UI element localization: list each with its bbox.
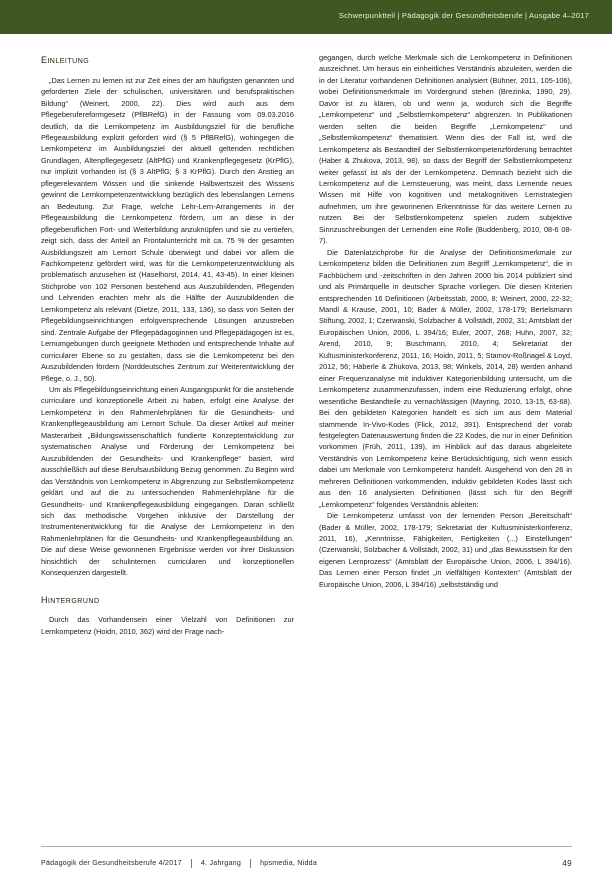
- footer-citation: [41, 859, 317, 868]
- footer-separator: [191, 859, 192, 868]
- section-heading-initial: e: [41, 51, 48, 66]
- footer-volume: 4. Jahrgang: [200, 859, 242, 867]
- section-heading-einleitung: [41, 52, 294, 67]
- spacer: [41, 579, 294, 592]
- footer-journal-title: Pädagogik der Gesundheitsberufe 4/2017: [41, 859, 182, 867]
- footer-separator: [250, 859, 251, 868]
- left-column: [41, 52, 294, 802]
- page-number: 49: [562, 858, 572, 868]
- footer-divider: [41, 846, 572, 847]
- section-heading-initial: h: [41, 590, 48, 606]
- page-header-band: [0, 0, 612, 34]
- right-column: [319, 52, 572, 802]
- paragraph: Die Lernkompetenz umfasst von der lernenden Person „Bereitschaft“ (Bader & Müller, 2002, 178-179; Sekretariat der Kultusministerkonferenz, 2011, 16), „Kenntnisse, Fähigkeiten, Fertigkeiten (...) Einstellungen“ (Czerwanski, Solzbacher & Vollstädt, 2002, 31) und „das Bewusstsein für den eigenen Lernprozess“ (Amtsblatt der Europäische Union, 2006, L 394/16). Das Lernen einer Person findet „in vielfältigen Kontexten“ (Amtsblatt der Europäische Union, 2006, L 394/16) „selbstständig und: [319, 511, 572, 589]
- section-heading-rest: intergrund: [47, 594, 100, 606]
- footer-publisher: hpsmedia, Nidda: [260, 859, 318, 867]
- page-footer: [41, 855, 572, 871]
- page-body: [0, 34, 612, 868]
- running-header-title: Schwerpunktteil | Pädagogik der Gesundheitsberufe | Ausgabe 4–2017: [338, 11, 589, 20]
- section-heading-rest: inleitung: [47, 55, 90, 66]
- paragraph: gegangen, durch welche Merkmale sich die Lernkompetenz in Definitionen auszeichnet. Um heraus ein einheitliches Verständnis abzuleiten, werden die in der Literatur vorhandenen Definitionen analysiert (Bühner, 2011, 105-106), wobei Definitionsmerkmale im Vordergrund stehen (Brezinka, 1990, 29). Davor ist zu klären, ob und wenn ja, wodurch sich die Begriffe „Lernkompetenz“ und „Selbstlernkompetenz“ abgrenzen. In Publikationen werden selten die beiden Begriffe „Lernkompetenz“ und „Selbstlernkompetenz“ thematisiert. Wenn dies der Fall ist, wird die Lernkompetenz als Bestandteil der Selbstlernkompetenzförderung betrachtet (Haber & Zhukova, 2013, 98), so dass der Begriff der Selbstlernkompetenz weiter gefasst ist als der der Lernkompetenz. Demnach bezieht sich die Lernkompetenz auf die Lernsteuerung, was meint, dass Lernende neues Wissen mit Hilfe von kognitiven und metakognitiven Lernstrategien aufnehmen, um ihre gewonnenen Erkenntnisse für das weitere Lernen zu nutzen. Bei der Selbstlernkompetenz spielen zudem subjektive Sinnzuschreibungen der Lernenden eine Rolle (Buddenberg, 2010, 08-6 08-7).: [319, 53, 572, 246]
- two-column-layout: [41, 52, 572, 802]
- paragraph: „Das Lernen zu lernen ist zur Zeit eines der am häufigsten genannten und geforderten Ziele der schulischen, universitären und berufspraktischen Bildung“ (Weinert, 2000, 22). Dies wird auch aus dem Pflegeberufereformgesetz (PflBRefG) in der Fassung vom 09.03.2016 deutlich, da die Lernkompetenz im Ausbildungsziel für die berufliche Pflegeausbildung explizit gefordert wird (§ 5 PflBRefG), wohingegen die Lernkompetenz im Ausbildungsziel der aktuell geltenden rechtlichen Grundlagen, Altenpflegegesetz (AltPflG) und Krankenpflegegesetz (KrPflG), nur implizit vorhanden ist (§ 3 AltPflG; § 3 KrPflG). Durch den Anstieg an pflegerelevantem Wissen und die sinkende Halbwertszeit des Wissens gewinnt die Lernkompetenzentwicklung bezüglich des lebenslangen Lernens an Bedeutung. Zur Frage, welche Lehr-Lern-Arrangements in der Pflegeausbildung die Lernkompetenz fördern, um an diese in der pflegeberuflichen Fort- und Weiterbildung anzuknüpfen und sie zu vertiefen, zeigt sich, dass der Anteil an Frontalunterricht mit ca. 75 % der gesamten Ausbildungszeit am Lernort Schule überwiegt und dabei vor allem die Fachkompetenz gefördert wird, was für die Lernkompetenzentwicklung als problematisch anzusehen ist (Haselhorst, 2014, 41, 43-45). In einer kleinen Stichprobe von 102 Personen bestehend aus Auszubildenden, Pflegenden und Lehrenden erachten mehr als die Hälfte der Auszubildenden die Lernkompetenz als relevant (Dietze, 2011, 133, 136), so dass von Seiten der Pflegebildungseinrichtungen erfolgversprechende Lösungen anzustreben sind. Zentrale Aufgabe der Pflegepädagoginnen und Pflegepädagogen ist es, Lernumgebungen durch geeignete Methoden und entsprechende Inhalte auf curricularer Ebene so zu gestalten, dass sie die Lernkompetenz bei den Auszubildenden fördern (Norddeutsches Zentrum zur Weiterentwicklung der Pflege, o. J., 50).: [41, 75, 294, 383]
- paragraph: Um als Pflegebildungseinrichtung einen Ausgangspunkt für die anstehende curriculare und konzeptionelle Arbeit zu haben, erfolgt eine Analyse der Lernkompetenz in den Rahmenlehrplänen für die Gesundheits- und Krankenpflegeausbildung am Lernort Schule. Da dieser Artikel auf meiner Masterarbeit „Bildungswissenschaftlich fundierte Konzeptentwicklung zur systematischen Analyse und Förderung der Lernkompetenz bei Auszubildenden der Gesundheits- und Krankenpflege“ basiert, wird ausschließlich auf diese Berufsausbildung Bezug genommen. Zu Beginn wird das Verständnis von Lernkompetenz in Abgrenzung zur Selbstlernkompetenz geklärt und auf die zu untersuchenden Rahmenlehrpläne für die Gesundheits- und Krankenpflegeausbildung eingegangen. Daran schließt sich das methodische Vorgehen inklusive der Darstellung der Instrumentenentwicklung für die Analyse der Lernkompetenz in den Rahmenlehrplänen für die Gesundheits- und Krankenpflegeausbildung an. Die auf diese Weise gewonnenen Ergebnisse werden vor ihrer Diskussion hinsichtlich der schulinternen curricularen und konzeptionellen Konsequenzen dargestellt.: [41, 384, 294, 578]
- section-heading-hintergrund: [41, 592, 294, 607]
- paragraph: Die Datenlatzichprobe für die Analyse der Definitionsmerkmale zur Lernkompetenz bilden die Definitionen zum Begriff „Lernkompetenz“, die in Fachbüchern und -zeitschriften in den Jahren 2000 bis 2014 publiziert sind und als Primärquelle in deutscher Sprache vorliegen. Die diesen Kriterien entsprechenden 16 Definitionen (Arbeitsstab, 2000, 8; Weinert, 2000, 22-32; Mandl & Krause, 2001, 10; Bader & Müller, 2002, 178-179; Bertelsmann Stiftung, 2002, 1; Czerwanski, Solzbacher & Vollstädt, 2002, 31; Amtsblatt der Europäischen Union, 2006, L 394/16; Euler, 2007, 268; Huhn, 2007, 32; Arend, 2010, 9; Buschmann, 2010, 4; Sekretariat der Kultusministerkonferenz, 2011, 16; Hoidn, 2011, 5; Stamov-Roßnagel & Loyd, 2012, 56; Häberle & Zhukova, 2013, 98; Winkels, 2014, 28) werden anhand einer Frequenzanalyse mit induktiver Kategorienbildung untersucht, um die Lernkompetenz zusammenzufassen, indem eine Reduzierung erfolgt, ohne wesentliche Bestandteile zu vernachlässigen (Mayring, 2010, 13-15, 63-68). Bei den gebildeten Kategorien handelt es sich um aus dem Material stammende In-Vivo-Kodes (Flick, 2012, 391). Entsprechend der vorab festgelegten Datenauswertung finden die 22 Kodes, die nur in einer Definition vorkommen (Früh, 2011, 139), im Hinblick auf das daraus abgeleitete Verständnis von Lernkompetenz keine Berücksichtigung, sich wenn essich dabei um Merkmale von Lernkompetenz handelt. Ausgehend von den 26 in mehreren Definitionen vorkommenden, induktiv gebildeten Kodes lässt sich aus den 16 analysierten Definitionen (lässt sich für den Begriff „Lernkompetenz“ folgendes Verständnis ableiten:: [319, 247, 572, 509]
- paragraph: Durch das Vorhandensein einer Vielzahl von Definitionen zur Lernkompetenz (Hoidn, 2010, 362) wird der Frage nach-: [41, 615, 294, 636]
